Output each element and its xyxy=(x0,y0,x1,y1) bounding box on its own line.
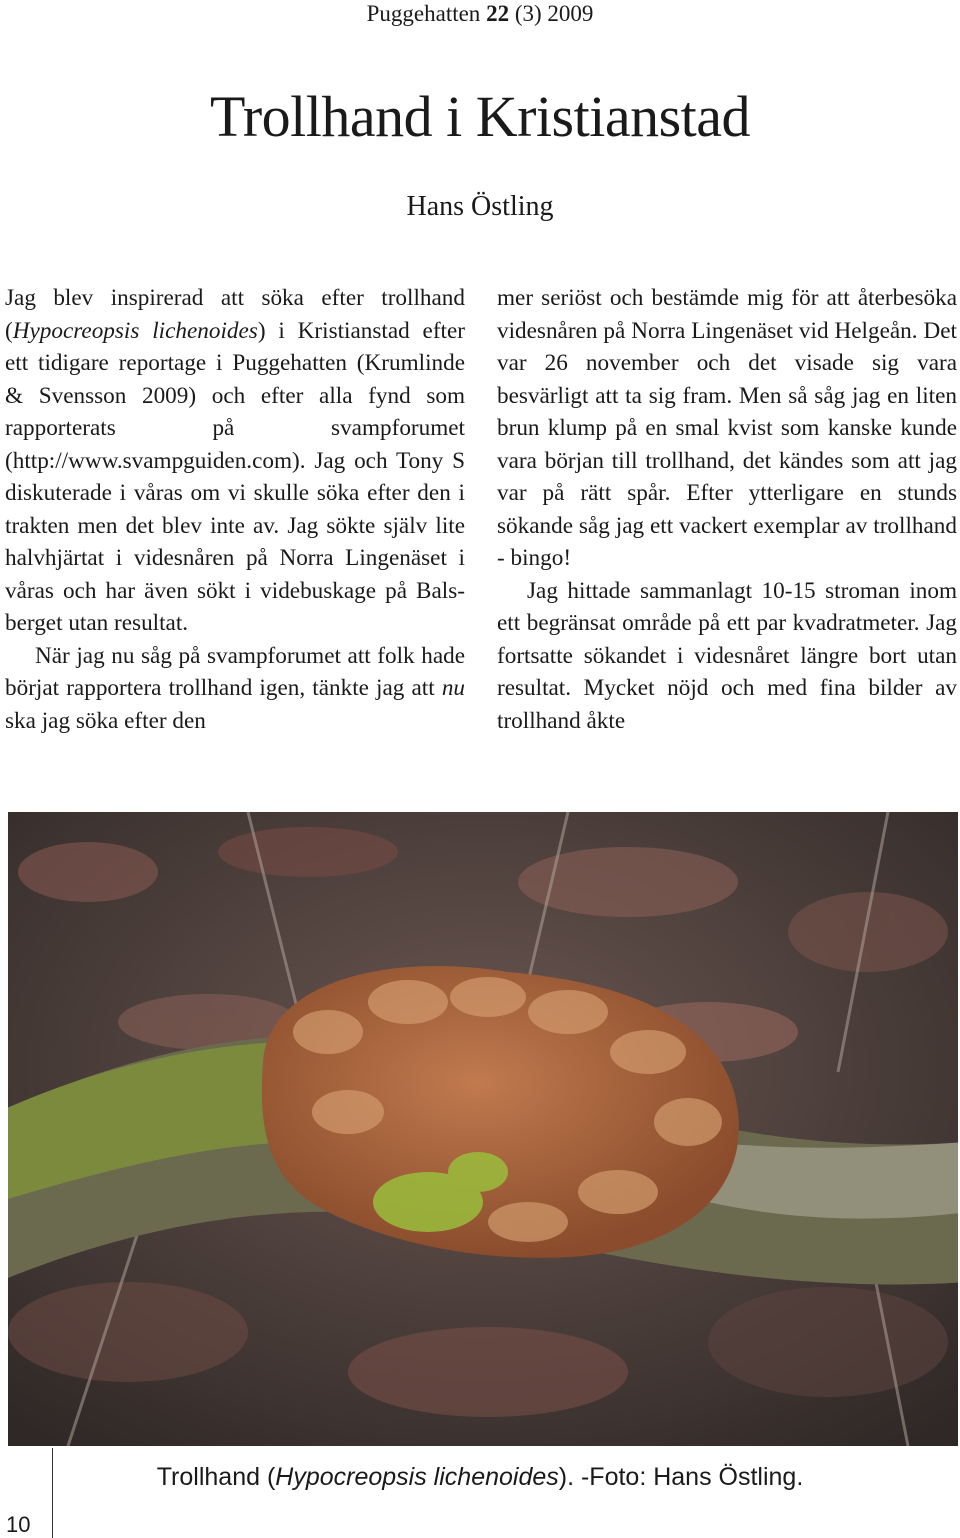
fungus-photo-illustration xyxy=(8,812,958,1446)
emphasis: nu xyxy=(441,675,465,701)
lichen xyxy=(708,1142,958,1219)
fungus-photo xyxy=(8,812,958,1446)
paragraph: mer seriöst och bestämde mig för att återbesöka videsnåren på Norra Lingenäset vid Helgeån. Det var 26 november och det visade sig vara besvärligt att ta sig fram. Men så såg jag en liten brun klump på en smal kvist som kanske kunde vara början till trollhand, det kändes som att jag var på rätt spår. Efter ytterligare en stunds sökande såg jag ett vackert exemplar av trollhand - bingo! xyxy=(497,285,957,571)
page-number: 10 xyxy=(6,1512,31,1537)
body-column-left xyxy=(5,282,465,737)
paragraph: Jag hittade sammanlagt 10-15 stroman inom ett begränsat område på ett par kvadratmeter. Jag fortsatte sökandet i videsnåret längre bort utan resultat. Mycket nöjd och med fina bilder av trollhand åkte xyxy=(497,577,957,734)
paragraph: Jag blev inspirerad att söka efter trollhand (Hypocreopsis lichenoides) i Kristianstad efter ett tidigare reportage i Puggehatten (Krumlinde & Svensson 2009) och efter alla fynd som rapporterats på svampforumet (http://www.svampguiden.com). Jag och Tony S diskuterade i våras om vi skulle söka efter den i trakten men det blev inte av. Jag sökte själv lite halvhjärtat i videsnåren på Norra Lingenäset i våras och har även sökt i videbuskage på Balsberget utan resultat. xyxy=(5,285,466,636)
issue-year: (3) 2009 xyxy=(514,1,594,26)
body-column-right xyxy=(497,282,957,737)
running-header xyxy=(0,0,960,28)
article-author: Hans Östling xyxy=(406,191,554,222)
volume-number: 22 xyxy=(486,1,510,26)
journal-name: Puggehatten xyxy=(366,1,481,26)
paragraph: När jag nu såg på svampforumet att folk hade börjat rapportera trollhand igen, tänkte jag att nu ska jag söka efter den xyxy=(5,642,465,734)
article-title: Trollhand i Kristianstad xyxy=(209,84,751,149)
figure-caption: Trollhand (Hypocreopsis lichenoides). -Foto: Hans Östling. xyxy=(156,1463,804,1491)
species-name: Hypocreopsis lichenoides xyxy=(12,317,258,344)
species-name: Hypocreopsis lichenoides xyxy=(275,1463,559,1491)
